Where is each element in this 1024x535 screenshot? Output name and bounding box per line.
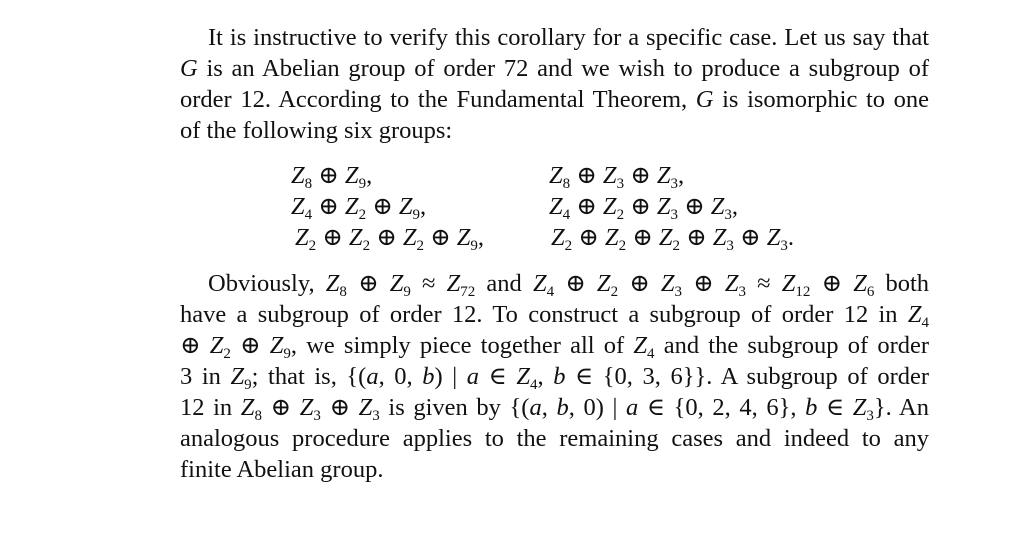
text-line: G is an Abelian group of order 72 and we wish to produce a subgroup of — [180, 55, 929, 82]
group-formula: $Z_2$ ⊕ $Z_2$ ⊕ $Z_2$ ⊕ $Z_3$ ⊕ $Z_3$. — [551, 224, 794, 254]
text-line: It is instructive to verify this corollary for a specific case. Let us say that — [208, 24, 929, 51]
text-line: finite Abelian group. — [180, 456, 384, 483]
paragraph-explanation — [180, 268, 929, 485]
group-formula: $Z_2$ ⊕ $Z_2$ ⊕ $Z_2$ ⊕ $Z_9$, — [295, 224, 485, 254]
group-formula: $Z_4$ ⊕ $Z_2$ ⊕ $Z_9$, — [291, 193, 427, 223]
text-line: analogous procedure applies to the remaining cases and indeed to any — [180, 425, 929, 452]
text-line: 12 in $Z_8$ ⊕ $Z_3$ ⊕ $Z_3$ is given by {(a, b, 0) | a ∈ {0, 2, 4, 6}, b ∈ $Z_3$}. An — [180, 394, 930, 424]
text-line: Obviously, $Z_8$ ⊕ $Z_9 \approx Z_{72}$ and $Z_4$ ⊕ $Z_2$ ⊕ $Z_3$ ⊕ $Z_3 \approx Z_{12}$ ⊕ $Z_6$ both — [208, 270, 930, 300]
text-line: 3 in $Z_9$; that is, {(a, 0, b) | a ∈ $Z_4$, b ∈ {0, 3, 6}}. A subgroup of order — [180, 363, 930, 393]
group-formula: $Z_4$ ⊕ $Z_2$ ⊕ $Z_3$ ⊕ $Z_3$, — [549, 193, 739, 223]
group-formula: $Z_8$ ⊕ $Z_3$ ⊕ $Z_3$, — [549, 162, 685, 192]
text-line: order 12. According to the Fundamental Theorem, G is isomorphic to one — [180, 86, 929, 113]
group-formula: $Z_8$ ⊕ $Z_9$, — [291, 162, 373, 192]
text-line: have a subgroup of order 12. To construct a subgroup of order 12 in $Z_4$ — [180, 301, 929, 331]
text-line: of the following six groups: — [180, 117, 453, 144]
text-line: ⊕ $Z_2$ ⊕ $Z_9$, we simply piece together all of $Z_4$ and the subgroup of order — [180, 332, 930, 362]
paragraph-intro — [180, 22, 929, 146]
